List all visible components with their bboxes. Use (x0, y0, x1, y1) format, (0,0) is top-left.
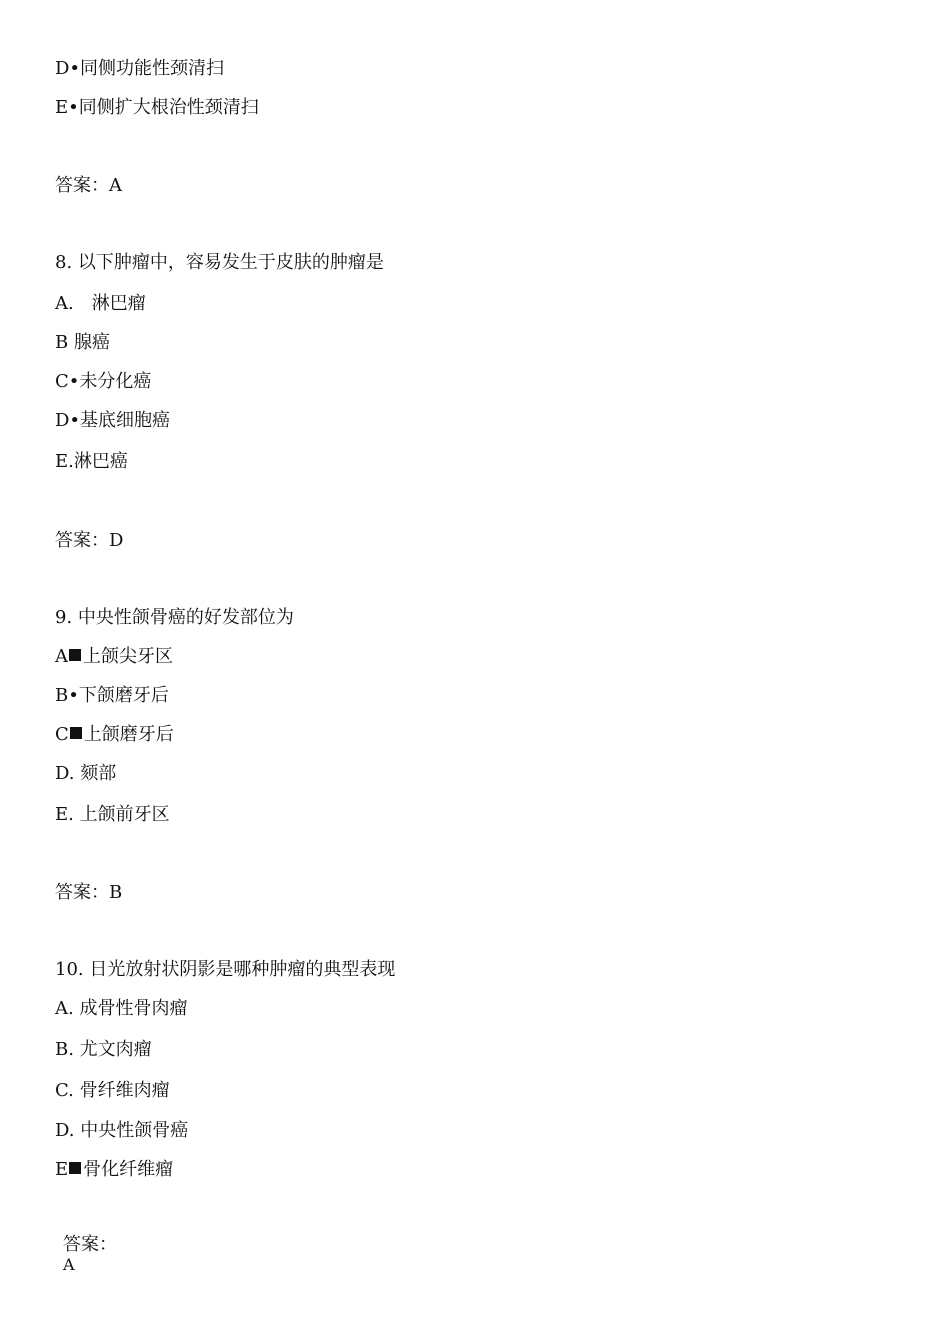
square-bullet-icon (69, 1162, 81, 1174)
option-8-c: C•未分化癌 (55, 371, 152, 392)
option-10-d: D. 中央性颌骨癌 (55, 1120, 189, 1141)
answer-10-label: 答案： (63, 1234, 117, 1255)
option-text: 上颌尖牙区 (83, 646, 173, 667)
option-10-e (55, 1159, 173, 1181)
question-9: 9. 中央性颌骨癌的好发部位为 (55, 607, 294, 628)
option-8-e: E.淋巴癌 (55, 451, 128, 472)
option-8-a: A. 淋巴瘤 (55, 293, 146, 314)
option-9-c (55, 724, 174, 746)
option-10-b: B. 尤文肉瘤 (55, 1039, 152, 1060)
option-8-b: B 腺癌 (55, 332, 110, 353)
option-9-d: D. 颏部 (55, 763, 117, 784)
answer-9: 答案：B (55, 882, 123, 903)
option-text: 上颌磨牙后 (83, 724, 174, 745)
option-prefix: A (55, 646, 68, 667)
option-8-d: D•基底细胞癌 (55, 410, 171, 431)
square-bullet-icon (69, 649, 81, 661)
option-prefix: C (55, 724, 69, 745)
answer-7: 答案：A (55, 175, 122, 196)
option-10-c: C. 骨纤维肉瘤 (55, 1080, 170, 1101)
option-prefix: E (55, 1159, 69, 1180)
answer-10-value: A (63, 1255, 75, 1274)
option-7-e: E•同侧扩大根治性颈清扫 (55, 97, 259, 118)
square-bullet-icon (70, 727, 82, 739)
question-8: 8. 以下肿瘤中，容易发生于皮肤的肿瘤是 (55, 252, 384, 273)
option-text: 骨化纤维瘤 (83, 1159, 174, 1180)
option-10-a: A. 成骨性骨肉瘤 (55, 998, 188, 1019)
question-10: 10. 日光放射状阴影是哪种肿瘤的典型表现 (55, 959, 396, 980)
answer-8: 答案：D (55, 530, 124, 551)
option-7-d: D•同侧功能性颈清扫 (55, 58, 225, 79)
option-9-b: B•下颌磨牙后 (55, 685, 169, 706)
option-9-a (55, 646, 173, 668)
option-9-e: E. 上颌前牙区 (55, 804, 170, 825)
